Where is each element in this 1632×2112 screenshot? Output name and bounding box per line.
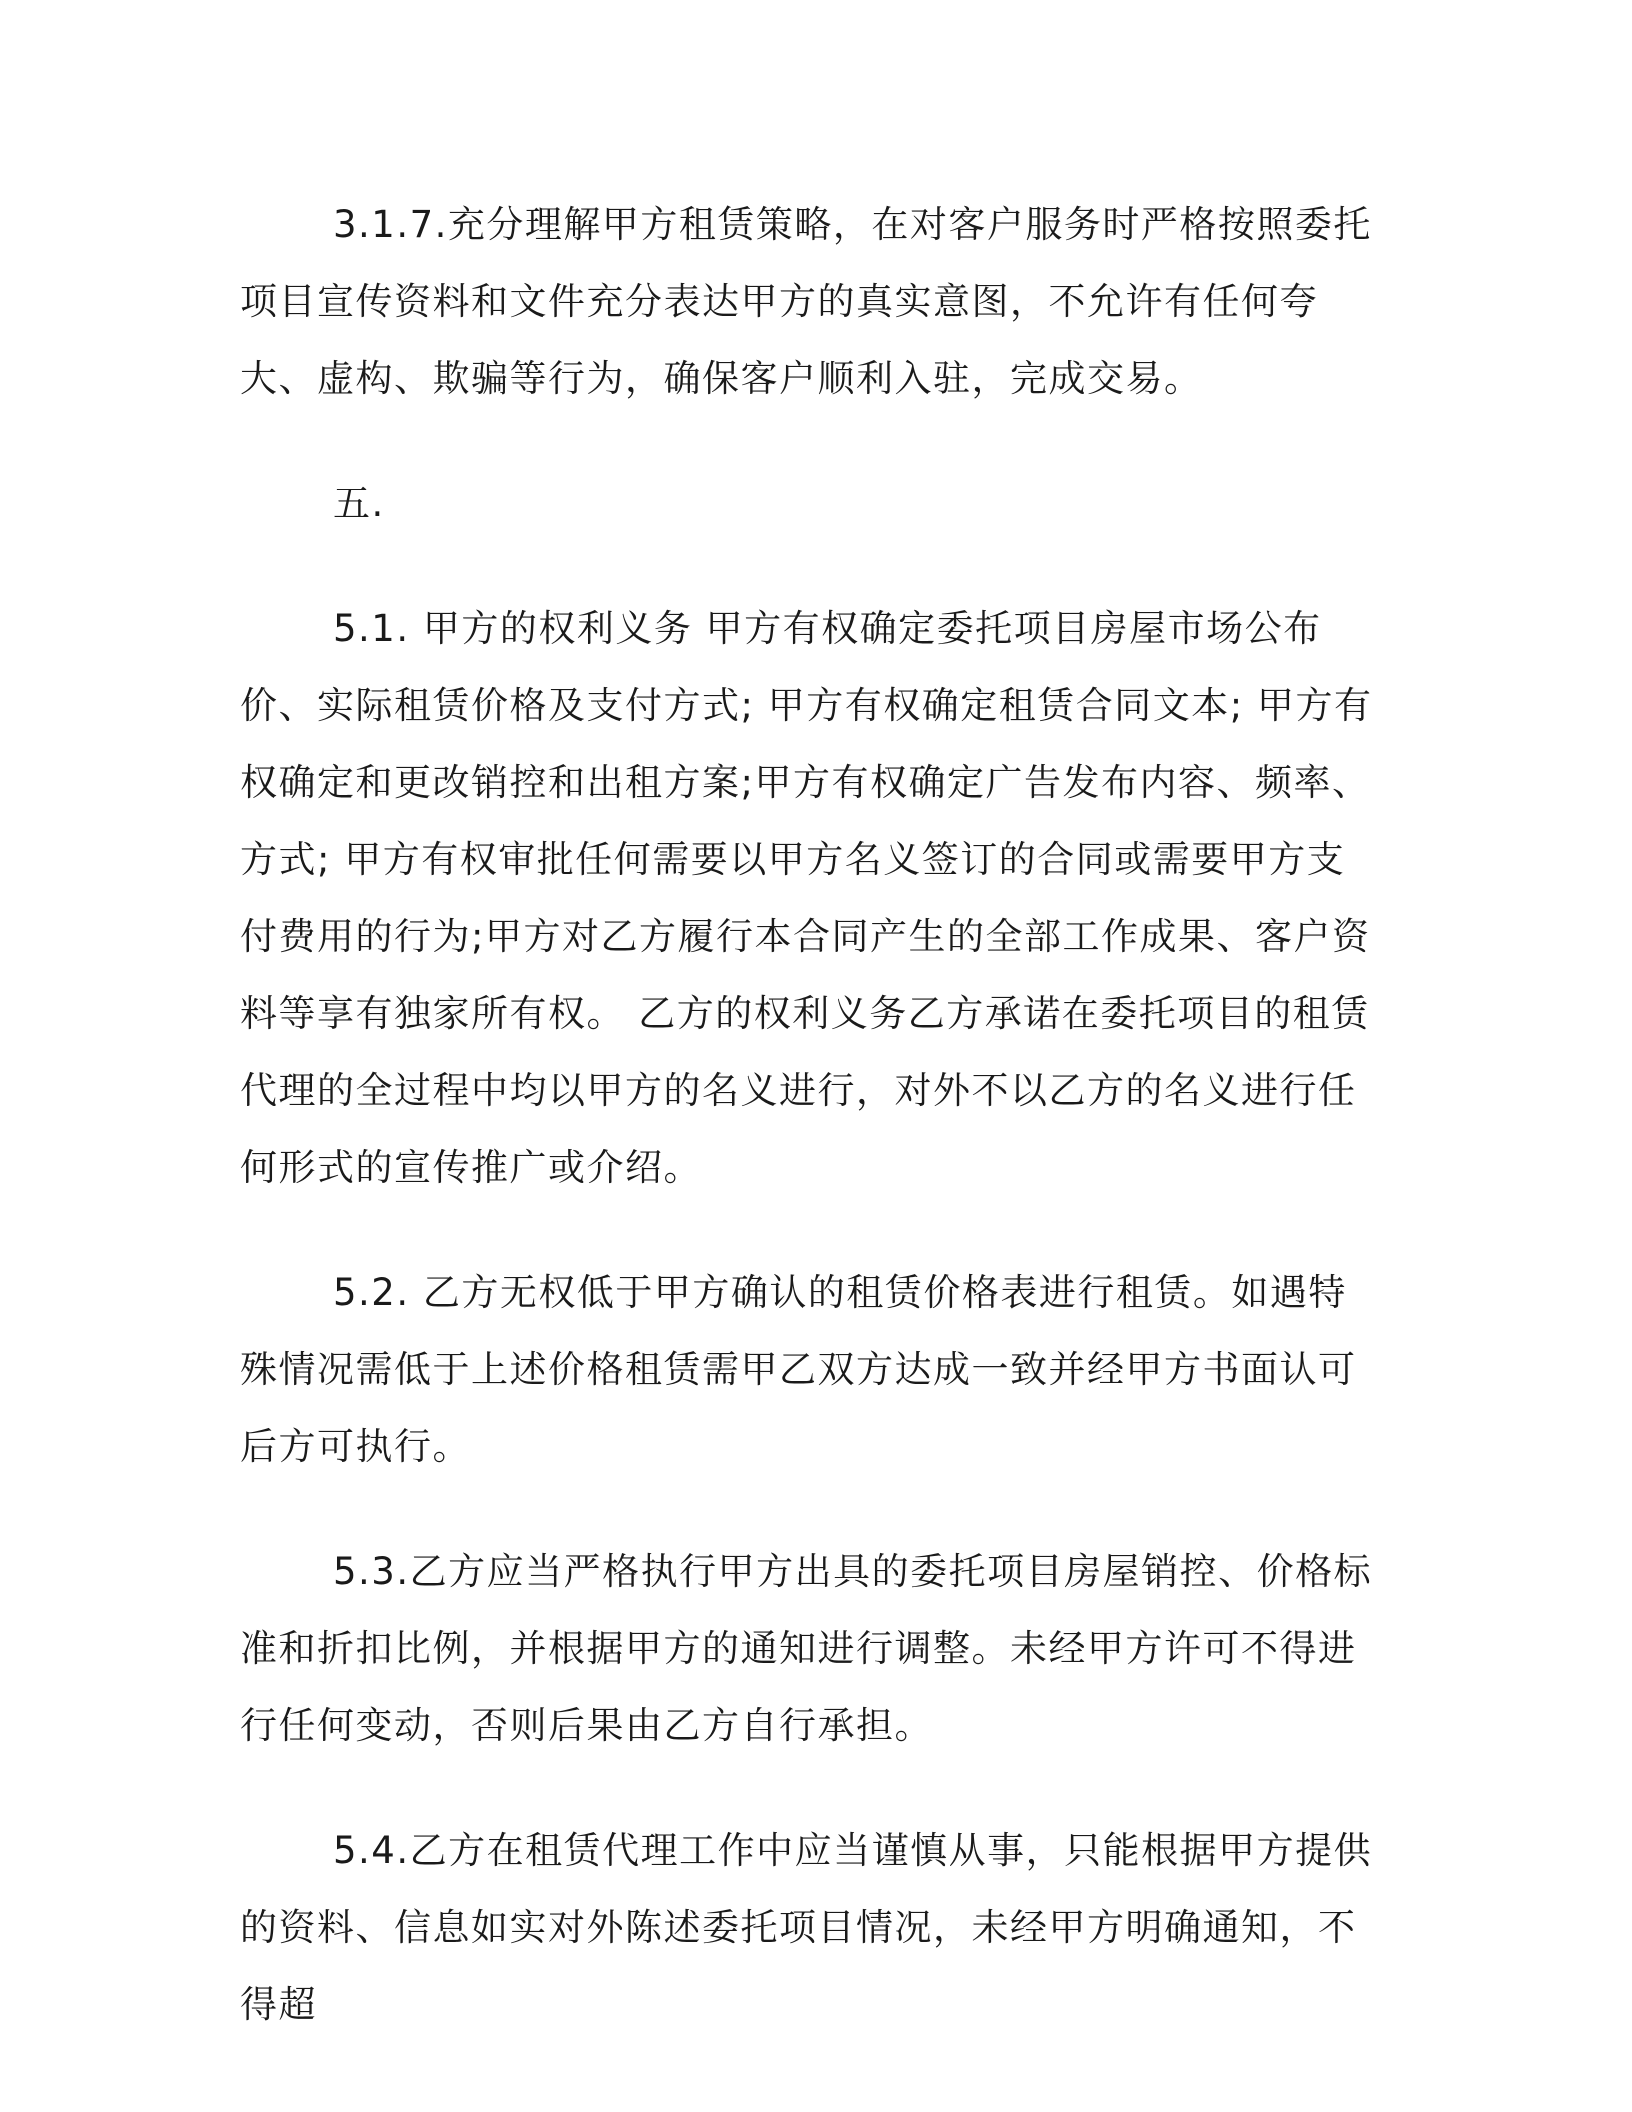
paragraph-5-2: 5.2. 乙方无权低于甲方确认的租赁价格表进行租赁。如遇特殊情况需低于上述价格租赁需甲乙双方达成一致并经甲方书面认可后方可执行。: [240, 1271, 1357, 1468]
paragraph-5-4: 5.4.乙方在租赁代理工作中应当谨慎从事，只能根据甲方提供的资料、信息如实对外陈述委托项目情况，未经甲方明确通知，不得超: [240, 1829, 1373, 2026]
paragraph-5-1: 5.1. 甲方的权利义务 甲方有权确定委托项目房屋市场公布价、实际租赁价格及支付方式; 甲方有权确定租赁合同文本; 甲方有权确定和更改销控和出租方案;甲方有权确定广告发布内容、频率、方式; 甲方有权审批任何需要以甲方名义签订的合同或需要甲方支付费用的行为;甲方对乙方履行本合同产生的全部工作成果、客户资料等享有独家所有权。 乙方的权利义务乙方承诺在委托项目的租赁代理的全过程中均以甲方的名义进行，对外不以乙方的名义进行任何形式的宣传推广或介绍。: [240, 607, 1373, 1189]
paragraph-5-3: 5.3.乙方应当严格执行甲方出具的委托项目房屋销控、价格标准和折扣比例，并根据甲方的通知进行调整。未经甲方许可不得进行任何变动，否则后果由乙方自行承担。: [240, 1550, 1373, 1747]
paragraph-3-1-7: 3.1.7.充分理解甲方租赁策略，在对客户服务时严格按照委托项目宣传资料和文件充分表达甲方的真实意图，不允许有任何夸大、虚构、欺骗等行为，确保客户顺利入驻，完成交易。: [240, 203, 1372, 400]
section-heading-five: 五.: [333, 482, 385, 525]
document-body: [240, 186, 1380, 2091]
